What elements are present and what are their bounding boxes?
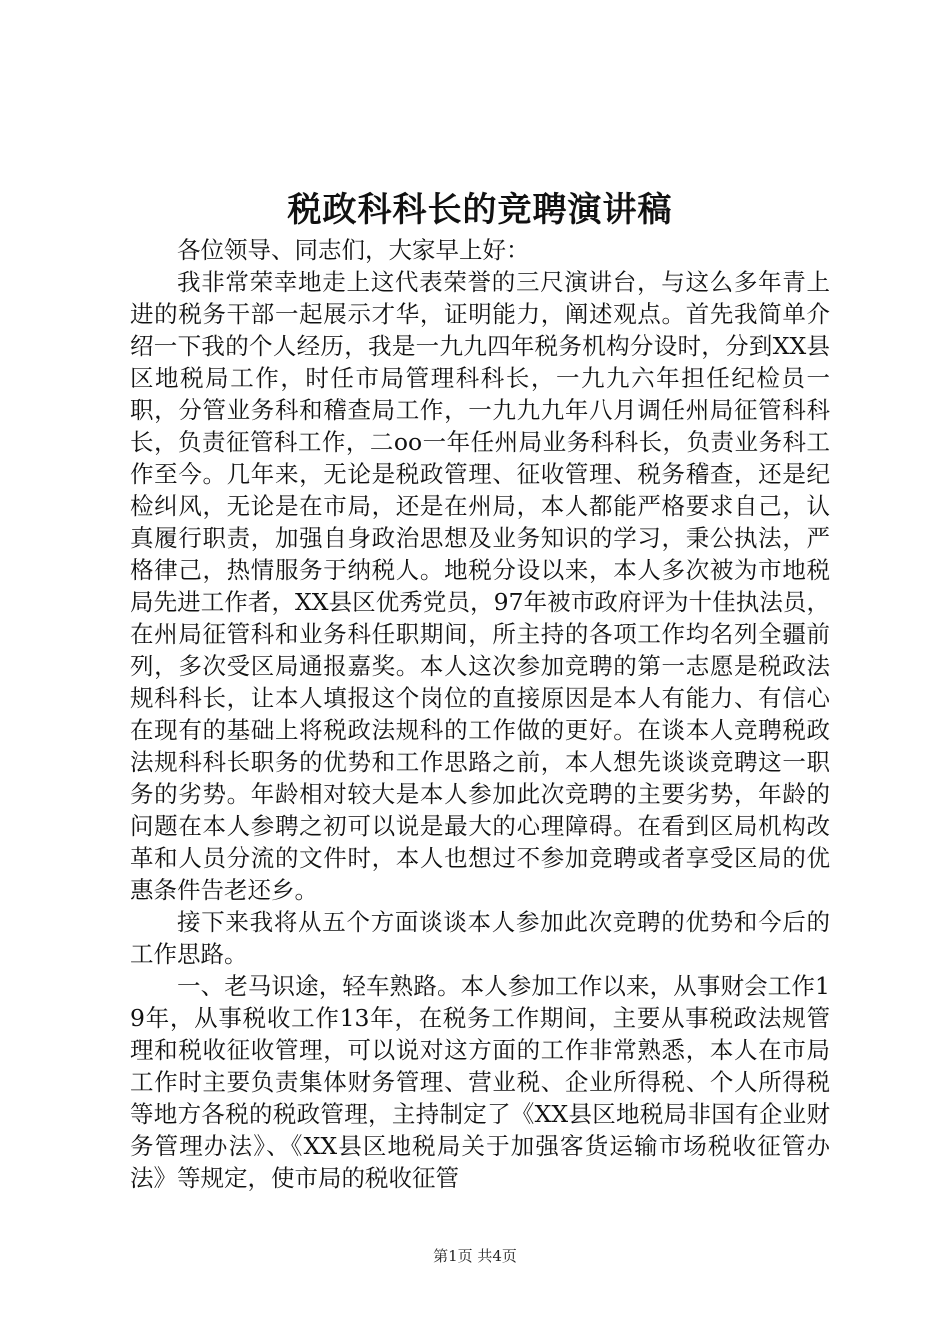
document-title: 税政科科长的竞聘演讲稿 xyxy=(287,190,673,230)
document-page xyxy=(130,186,830,1194)
paragraph-point-one: 一、老马识途，轻车熟路。本人参加工作以来，从事财会工作19年，从事税收工作13年，在税务工作期间，主要从事税政法规管理和税收征收管理，可以说对这方面的工作非常熟悉，本人在市局工作时主要负责集体财务管理、营业税、企业所得税、个人所得税等地方各税的税政管理，主持制定了《XX县区地税局非国有企业财务管理办法》、《XX县区地税局关于加强客货运输市场税收征管办法》等规定，使市局的税收征管 xyxy=(130,972,830,1192)
paragraph-transition: 接下来我将从五个方面谈谈本人参加此次竞聘的优势和今后的工作思路。 xyxy=(130,908,830,968)
paragraph-introduction: 我非常荣幸地走上这代表荣誉的三尺演讲台，与这么多年青上进的税务干部一起展示才华，证明能力，阐述观点。首先我简单介绍一下我的个人经历，我是一九九四年税务机构分设时，分到XX县区地税局工作，时任市局管理科科长，一九九六年担任纪检员一职，分管业务科和稽查局工作，一九九九年八月调任州局征管科科长，负责征管科工作，二oo一年任州局业务科科长，负责业务科工作至今。几年来，无论是税政管理、征收管理、税务稽查，还是纪检纠风，无论是在市局，还是在州局，本人都能严格要求自己，认真履行职责，加强自身政治思想及业务知识的学习，秉公执法，严格律己，热情服务于纳税人。地税分设以来，本人多次被为市地税局先进工作者，XX县区优秀党员，97年被市政府评为十佳执法员，在州局征管科和业务科任职期间，所主持的各项工作均名列全疆前列，多次受区局通报嘉奖。本人这次参加竞聘的第一志愿是税政法规科科长，让本人填报这个岗位的直接原因是本人有能力、有信心在现有的基础上将税政法规科的工作做的更好。在谈本人竞聘税政法规科科长职务的优势和工作思路之前，本人想先谈谈竞聘这一职务的劣势。年龄相对较大是本人参加此次竞聘的主要劣势，年龄的问题在本人参聘之初可以说是最大的心理障碍。在看到区局机构改革和人员分流的文件时，本人也想过不参加竞聘或者享受区局的优惠条件告老还乡。 xyxy=(130,268,830,904)
paragraph-greeting: 各位领导、同志们，大家早上好： xyxy=(177,236,530,264)
page-number-footer: 第1页 共4页 xyxy=(433,1247,517,1265)
